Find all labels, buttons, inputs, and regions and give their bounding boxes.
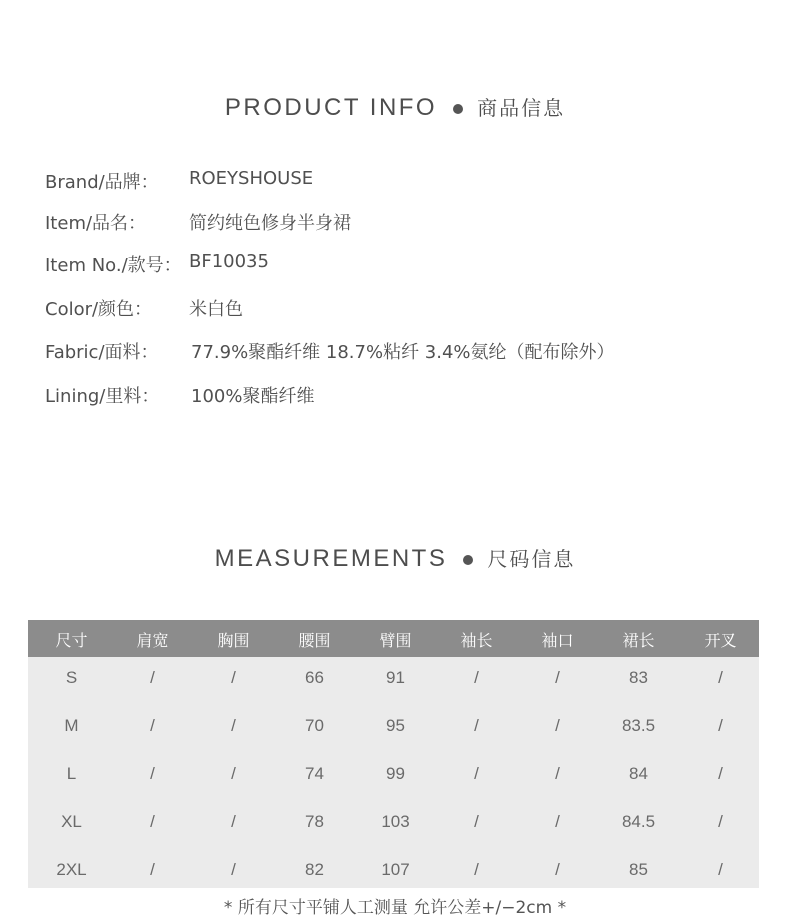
table-cell: S — [65, 668, 78, 687]
header-cell: 裙长 — [622, 631, 655, 650]
measurements-title — [0, 543, 790, 573]
info-label: Fabric/面料： — [45, 342, 159, 363]
table-cell: / — [555, 764, 560, 783]
info-label: Color/颜色： — [45, 299, 153, 320]
header-cell: 开叉 — [704, 631, 737, 650]
table-cell: M — [64, 716, 79, 735]
table-cell: / — [150, 764, 155, 783]
header-cell: 袖口 — [541, 631, 574, 650]
table-cell: / — [718, 668, 723, 687]
table-cell: 82 — [305, 860, 324, 879]
info-value: 100%聚酯纤维 — [191, 386, 315, 407]
table-cell: / — [474, 764, 479, 783]
table-cell: 84.5 — [621, 812, 656, 831]
table-cell: / — [474, 860, 479, 879]
info-label: Brand/品牌： — [45, 172, 159, 193]
info-label: Item No./款号： — [45, 255, 182, 276]
table-cell: 91 — [386, 668, 405, 687]
bullet-dot-icon — [453, 104, 463, 114]
table-cell: / — [231, 764, 236, 783]
product-info-title-cn: 商品信息 — [477, 96, 566, 120]
bullet-dot-icon — [463, 555, 473, 565]
table-cell: / — [555, 668, 560, 687]
header-cell: 胸围 — [217, 631, 250, 650]
table-cell: / — [150, 716, 155, 735]
info-label: Item/品名： — [45, 213, 147, 234]
info-label: Lining/里料： — [45, 386, 160, 407]
table-cell: 103 — [381, 812, 410, 831]
table-cell: L — [66, 764, 77, 783]
table-cell: / — [555, 716, 560, 735]
table-cell: / — [231, 860, 236, 879]
table-cell: 85 — [629, 860, 648, 879]
table-cell: 99 — [386, 764, 405, 783]
measurement-note: * 所有尺寸平铺人工测量 允许公差+/−2cm * — [223, 898, 567, 918]
info-value: ROEYSHOUSE — [189, 168, 314, 189]
product-info-title-en: PRODUCT INFO — [224, 94, 438, 121]
table-cell: / — [231, 668, 236, 687]
table-cell: / — [555, 812, 560, 831]
table-cell: 95 — [386, 716, 405, 735]
header-cell: 肩宽 — [136, 631, 169, 650]
table-header — [28, 620, 759, 657]
info-value: 77.9%聚酯纤维 18.7%粘纤 3.4%氨纶（配布除外） — [191, 342, 615, 363]
size-table — [28, 620, 759, 888]
table-cell: / — [231, 812, 236, 831]
table-cell: / — [555, 860, 560, 879]
table-cell: 2XL — [56, 860, 87, 879]
table-cell: 66 — [305, 668, 324, 687]
table-cell: 84 — [629, 764, 648, 783]
table-cell: / — [718, 764, 723, 783]
table-cell: 74 — [305, 764, 324, 783]
table-cell: / — [150, 860, 155, 879]
table-cell: / — [474, 812, 479, 831]
header-cell: 腰围 — [298, 631, 331, 650]
table-cell: 70 — [305, 716, 324, 735]
table-cell: 83.5 — [621, 716, 656, 735]
table-cell: / — [474, 668, 479, 687]
header-cell: 尺寸 — [55, 631, 88, 650]
table-cell: 107 — [381, 860, 410, 879]
table-cell: / — [150, 668, 155, 687]
header-cell: 袖长 — [460, 631, 493, 650]
table-cell: 78 — [305, 812, 324, 831]
table-cell: XL — [61, 812, 82, 831]
measurements-title-cn: 尺码信息 — [487, 547, 576, 571]
table-cell: / — [150, 812, 155, 831]
header-cell: 臂围 — [379, 631, 412, 650]
info-value: BF10035 — [189, 251, 269, 272]
table-cell: 83 — [629, 668, 648, 687]
info-value: 米白色 — [189, 299, 243, 320]
info-value: 简约纯色修身半身裙 — [189, 213, 351, 234]
table-cell: / — [718, 716, 723, 735]
product-info-title — [0, 92, 790, 122]
measurements-title-en: MEASUREMENTS — [214, 545, 448, 572]
table-cell: / — [474, 716, 479, 735]
table-cell: / — [231, 716, 236, 735]
table-cell: / — [718, 860, 723, 879]
table-cell: / — [718, 812, 723, 831]
